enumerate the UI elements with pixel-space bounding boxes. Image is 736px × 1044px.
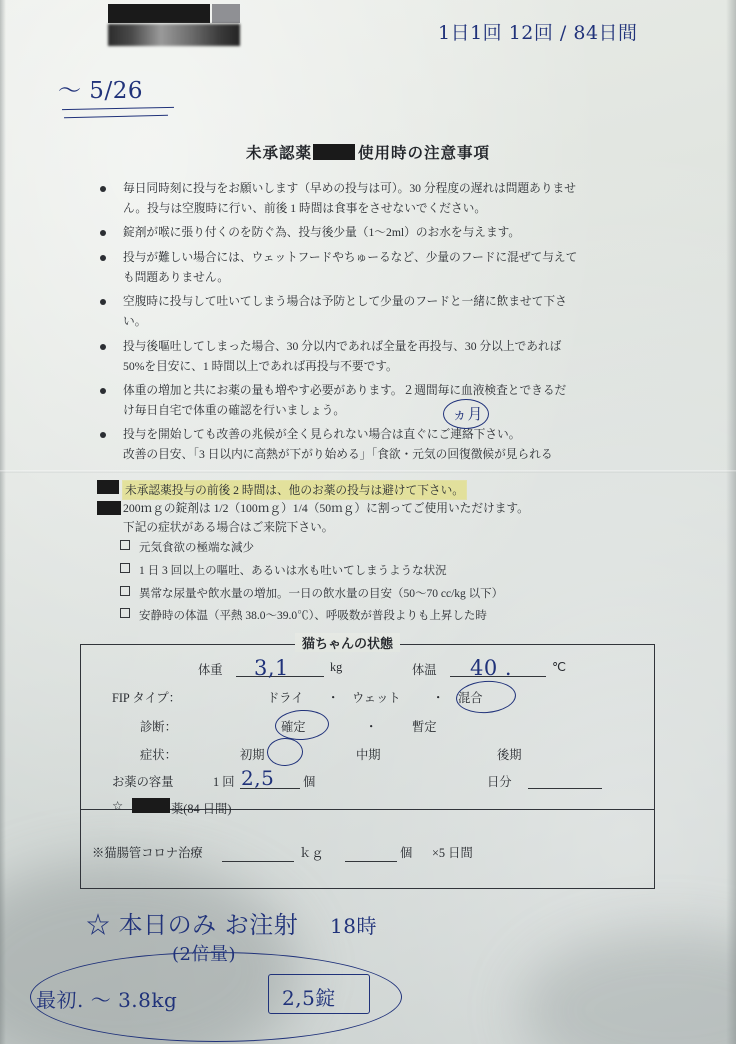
form-dose-unit: 個 (303, 775, 316, 789)
form-temp-unit: ℃ (552, 660, 566, 674)
handwritten-weight-value: 3,1 (254, 656, 289, 680)
form-symptom-option-late: 後期 (497, 748, 522, 762)
document-title-left: 未承認薬 (245, 145, 312, 162)
dose-instruction-main: 200ｍｇの錠剤は 1/2（100ｍｇ）1/4（50ｍｇ）に割ってご使用いただけます。 (123, 502, 529, 515)
handwritten-bottom-note-time: 18時 (330, 914, 377, 938)
highlight-warning-text: 未承認薬投与の前後 2 時間は、他のお薬の投与は避けて下さい。 (123, 481, 466, 499)
checklist-row[interactable] (120, 563, 640, 581)
form-temp-label: 体温 (412, 663, 437, 677)
list-item (97, 293, 642, 332)
dose-instruction (123, 500, 643, 538)
form-separator-dot-2: ・ (432, 691, 445, 705)
form-dose-times: 1 回 (213, 775, 235, 789)
highlight-warning-row (123, 481, 515, 499)
instruction-sub: ん。投与は空腹時に行い、前後 1 時間は食事をさせないでください。 (123, 201, 487, 215)
document-title-right: 使用時の注意事項 (358, 145, 491, 162)
instruction-main: 投与が難しい場合には、ウェットフードやちゅーるなど、少量のフードに混ぜて与えて (123, 250, 578, 264)
instruction-sub: 50%を目安に、1 時間以上であれば再投与不要です。 (123, 359, 398, 373)
form-box-title: 猫ちゃんの状態 (295, 633, 400, 652)
handwritten-month-note: ヵ月 (452, 405, 484, 423)
checklist-row[interactable] (120, 608, 640, 626)
form-symptom-label: 症状： (140, 748, 177, 762)
form-fip-type-label: FIP タイプ： (112, 691, 181, 705)
instruction-main: 投与後嘔吐してしまった場合、30 分以内であれば全量を再投与、30 分以上であれば (123, 339, 562, 353)
handwritten-circle-month (443, 399, 489, 429)
instruction-list (97, 180, 642, 471)
checklist-row[interactable] (120, 586, 640, 604)
checklist-label: 安静時の体温（平熱 38.0〜39.0℃）、呼吸数が普段よりも上昇した時 (139, 610, 487, 623)
form-star-drug-label: 薬(84 日間) (171, 802, 232, 816)
checkbox-icon[interactable] (120, 540, 130, 550)
form-corona-ko-line[interactable] (345, 861, 397, 862)
form-fip-option-dry[interactable]: ドライ (267, 691, 304, 705)
redaction-bar-warning (97, 480, 119, 494)
handwritten-bottom-note-2: (2倍量) (172, 944, 236, 965)
list-item (97, 224, 642, 243)
form-diagnosis-option-tentative[interactable]: 暫定 (412, 720, 437, 734)
list-item (97, 426, 642, 465)
checklist-label: 異常な尿量や飲水量の増加。一日の飲水量の目安（50〜70 cc/kg 以下） (139, 587, 504, 600)
handwritten-top-right-note: 1日1回 12回 / 84日間 (438, 22, 638, 44)
form-corona-kg-line[interactable] (222, 861, 294, 862)
form-corona-label: ※猫腸管コロナ治療 (92, 846, 203, 860)
checklist-label: 元気食欲の極端な減少 (139, 542, 254, 554)
instruction-main: 投与を開始しても改善の兆候が全く見られない場合は直ぐにご連絡下さい。 (123, 428, 521, 442)
handwritten-bottom-note-3: 最初. 〜 3.8kg (36, 988, 178, 1012)
instruction-sub: も問題ありません。 (123, 270, 229, 284)
form-days-label: 日分 (487, 775, 512, 789)
checkbox-icon[interactable] (120, 608, 130, 618)
list-item (97, 382, 642, 421)
form-days-line[interactable] (528, 788, 602, 789)
handwritten-date-note: 〜 5/26 (58, 78, 143, 104)
symptom-checklist (120, 540, 640, 631)
dose-instruction-sub: 下記の症状がある場合はご来院下さい。 (123, 520, 334, 534)
redaction-bar-dose (97, 501, 121, 515)
checklist-row[interactable] (120, 540, 640, 558)
instruction-sub: 改善の目安、「3 日以内に高熱が下がり始める」「食欲・元気の回復徴候が見られる (123, 448, 553, 462)
instruction-main: 錠剤が喉に張り付くのを防ぐ為、投与後少量（1〜2ml）のお水を与えます。 (123, 226, 521, 240)
instruction-sub: い。 (123, 315, 147, 329)
form-weight-label: 体重 (198, 663, 223, 677)
form-fip-option-wet[interactable]: ウェット (352, 691, 401, 705)
instruction-main: 空腹時に投与して吐いてしまう場合は予防として少量のフードと一緒に飲ませて下さ (123, 295, 567, 309)
instruction-main: 毎日同時刻に投与をお願いします（早めの投与は可）。30 分程度の遅れは問題ありませ (123, 182, 576, 195)
handwritten-bottom-note-1: ☆ 本日のみ お注射 (86, 911, 299, 939)
list-item (97, 338, 642, 377)
form-diagnosis-option-confirmed[interactable]: 確定 (281, 720, 306, 734)
instruction-main: 体重の増加と共にお薬の量も増やす必要があります。２週間毎に血液検査とできるだ (123, 384, 567, 398)
redaction-bar-title (313, 144, 355, 160)
form-star-icon: ☆ (112, 799, 124, 813)
form-separator-dot-3: ・ (365, 720, 378, 734)
form-symptom-option-early[interactable]: 初期 (240, 748, 265, 762)
handwritten-dose-value: 2,5 (241, 766, 275, 790)
form-fip-option-mixed[interactable]: 混合 (458, 691, 483, 705)
document-title (0, 141, 736, 163)
checkbox-icon[interactable] (120, 586, 130, 596)
form-diagnosis-label: 診断： (140, 720, 177, 734)
handwritten-temp-value: 40 . (470, 656, 513, 680)
list-item (97, 249, 642, 288)
handwritten-bottom-note-4: 2,5錠 (282, 986, 336, 1010)
form-corona-unit-kg: ｋｇ (299, 846, 324, 860)
list-item (97, 180, 642, 219)
form-corona-days: ×5 日間 (432, 846, 473, 860)
form-symptom-option-mid[interactable]: 中期 (356, 748, 381, 762)
form-separator-dot-1: ・ (327, 691, 340, 705)
form-weight-unit: kg (330, 660, 343, 674)
form-corona-unit-ko: 個 (400, 846, 413, 860)
checkbox-icon[interactable] (120, 563, 130, 573)
redaction-bar-drug-name (132, 798, 170, 813)
form-dose-label: お薬の容量 (112, 775, 174, 789)
checklist-label: 1 日 3 回以上の嘔吐、あるいは水も吐いてしまうような状況 (139, 564, 447, 577)
instruction-sub: け毎日自宅で体重の確認を行いましょう。 (123, 404, 346, 418)
